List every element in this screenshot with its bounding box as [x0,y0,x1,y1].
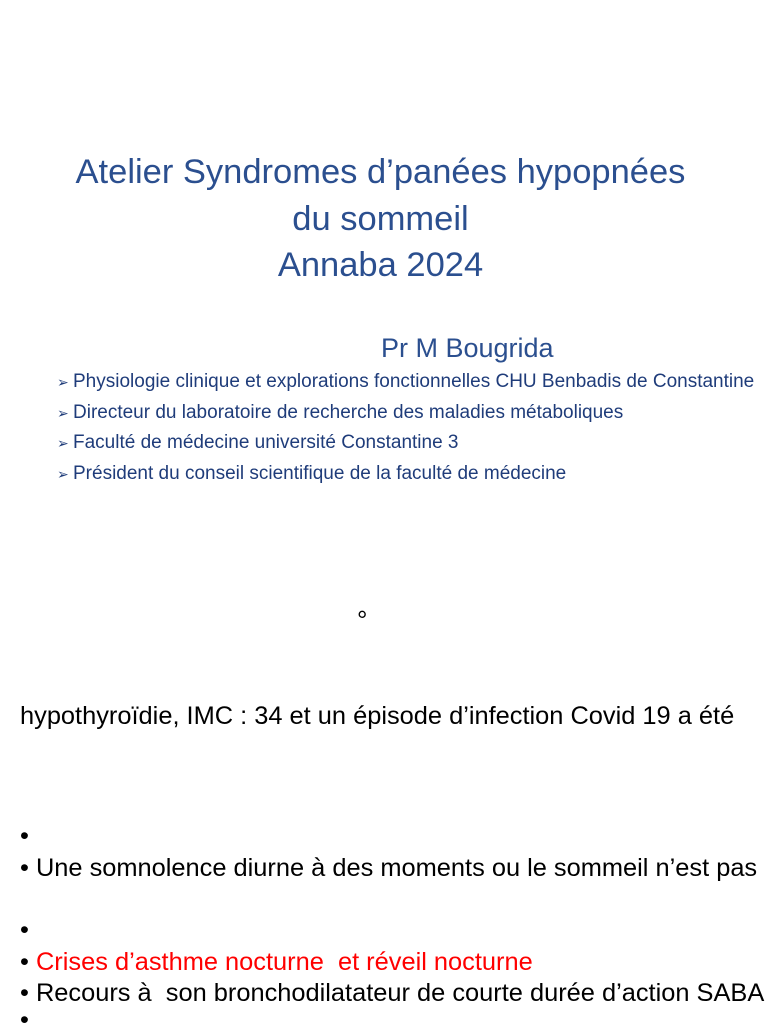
affiliation-item [57,428,762,459]
affiliation-item [57,367,762,398]
bullet-marker: • [20,916,29,944]
bullet-marker: • [20,854,29,882]
title-line-3: Annaba 2024 [277,246,484,284]
affiliation-text: Physiologie clinique et explorations fonctionnelles CHU Benbadis de Constantine [73,371,755,392]
arrowhead-bullet-icon: ➢ [57,375,69,391]
arrowhead-bullet-icon: ➢ [57,405,69,422]
bullet-item-empty [20,915,29,945]
title-line-1: Atelier Syndromes d’panées hypopnées [75,153,686,191]
bullet-marker: • [20,822,29,850]
bullet-marker: • [20,948,29,976]
affiliation-text: Faculté de médecine université Constantine 3 [73,432,459,454]
bullet-text: Recours à son bronchodilatateur de courte durée d’action SABA [35,979,765,1007]
degree-mark: ° [357,605,368,635]
author-name: Pr M Bougrida [381,333,554,363]
bullet-marker: • [20,979,29,1007]
arrowhead-bullet-icon: ➢ [57,467,69,484]
affiliation-item [57,459,762,490]
affiliation-text: Président du conseil scientifique de la faculté de médecine [73,463,567,485]
affiliation-list [57,367,762,490]
slide-title [0,149,761,289]
bullet-item [20,853,757,883]
bullet-marker: • [20,1006,29,1034]
body-text-line: hypothyroïdie, IMC : 34 et un épisode d’infection Covid 19 a été [20,702,735,730]
arrowhead-bullet-icon: ➢ [57,436,69,453]
affiliation-text: Directeur du laboratoire de recherche des maladies métaboliques [73,401,624,423]
title-line-2: du sommeil [292,199,469,238]
bullet-item-empty [20,821,29,851]
bullet-text: Une somnolence diurne à des moments ou le sommeil n’est pas [35,854,758,882]
bullet-item [20,947,533,977]
bullet-text-highlighted: Crises d’asthme nocturne et réveil nocturne [35,948,533,976]
bullet-item [20,978,764,1008]
affiliation-item [57,398,762,429]
